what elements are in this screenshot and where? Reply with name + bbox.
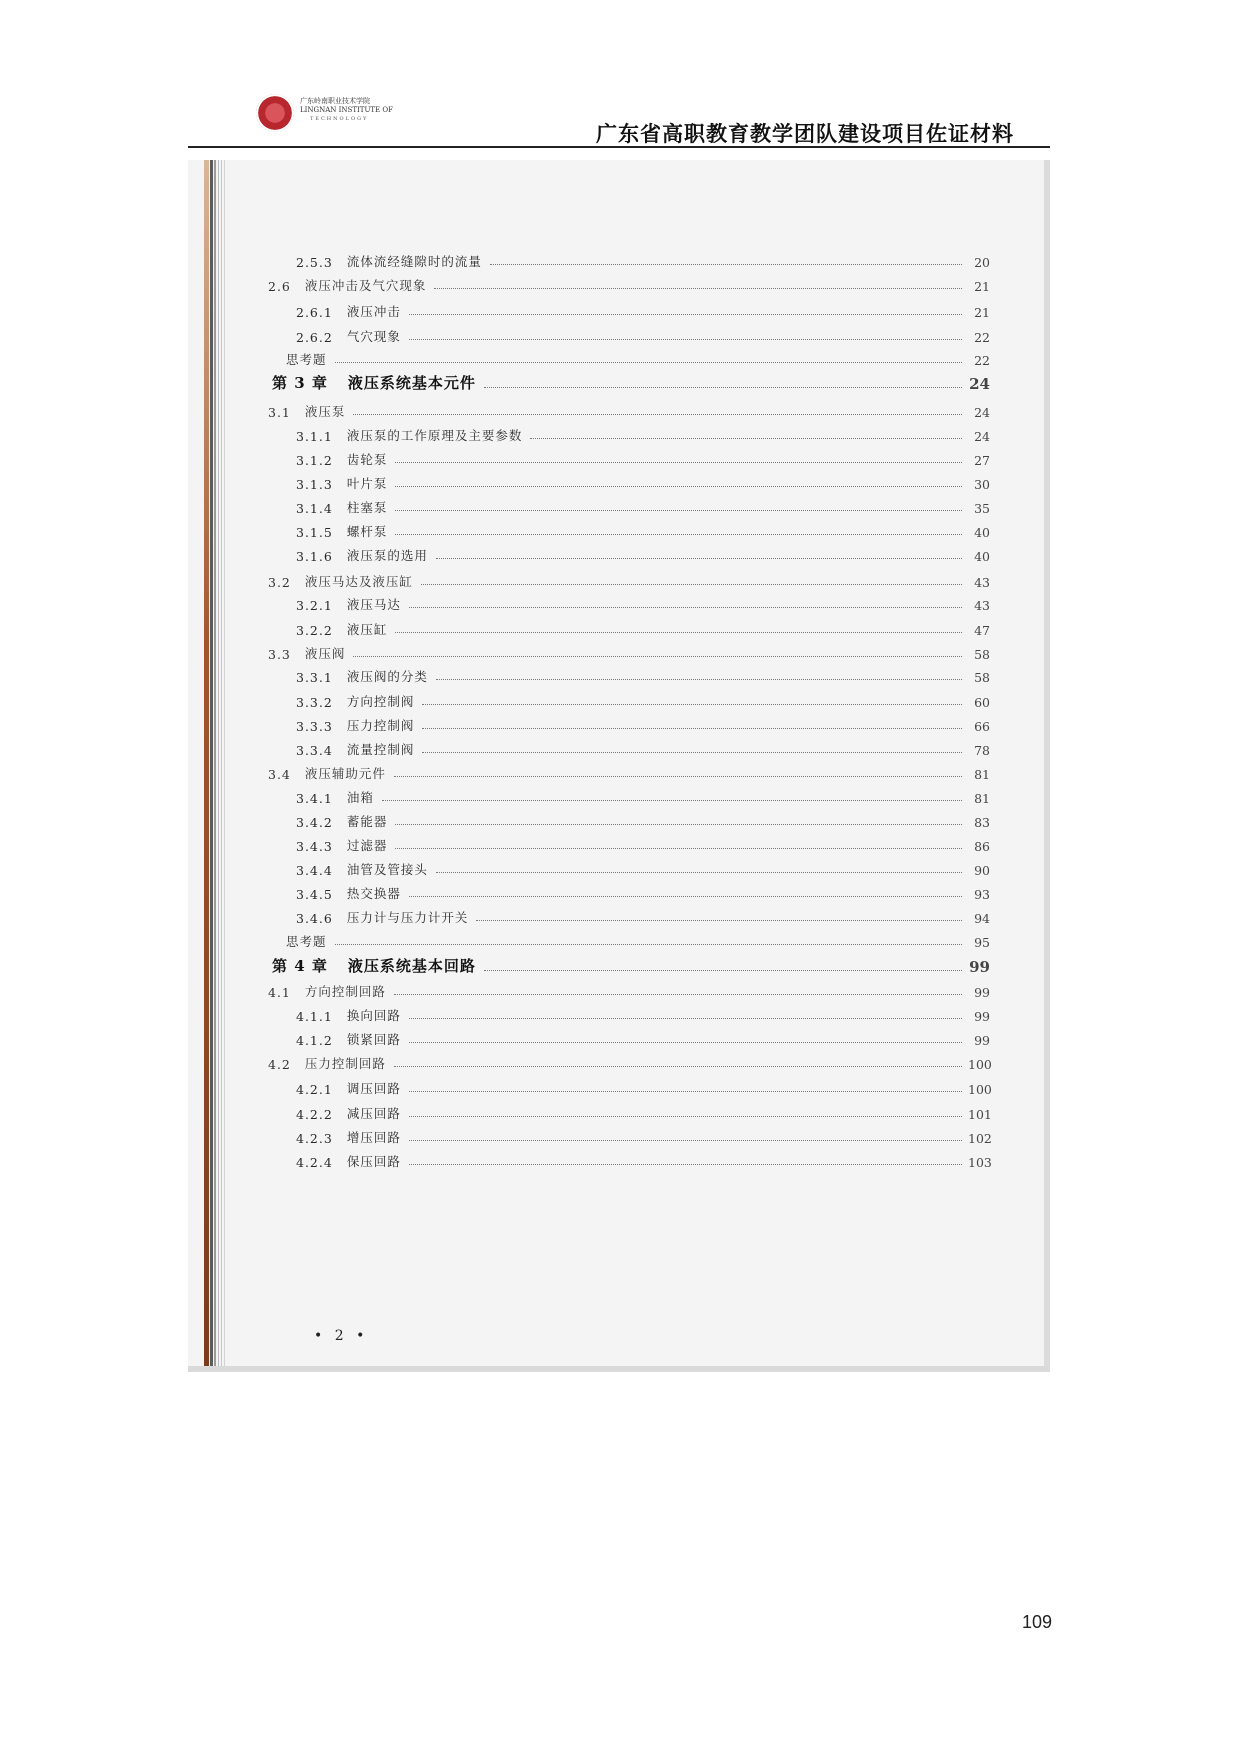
toc-entry-number: 4.2.2: [296, 1107, 333, 1122]
toc-entry-title: 液压阀的分类: [346, 669, 428, 684]
toc-entry-number: 3.1: [268, 405, 291, 420]
toc-entry-number: 3.4.3: [296, 839, 333, 854]
toc-leader-dots: [422, 727, 962, 729]
toc-entry: [296, 1100, 990, 1122]
toc-leader-dots: [421, 583, 962, 585]
scanned-page: [188, 160, 1050, 1372]
toc-entry: [296, 494, 990, 516]
toc-entry-title: 液压辅助元件: [304, 766, 386, 781]
toc-entry-page: 81: [974, 791, 990, 806]
toc-entry-page: 99: [969, 958, 990, 976]
toc-entry-page: 99: [974, 1009, 990, 1024]
toc-leader-dots: [394, 993, 962, 995]
toc-leader-dots: [436, 557, 962, 559]
toc-leader-dots: [395, 823, 962, 825]
toc-entry-title: 方向控制回路: [304, 984, 386, 999]
toc-leader-dots: [395, 485, 962, 487]
toc-entry: [296, 784, 990, 806]
toc-entry: [296, 470, 990, 492]
toc-entry: [296, 323, 990, 345]
toc-entry-title: 液压泵的选用: [346, 548, 428, 563]
toc-entry-title: 过滤器: [346, 838, 388, 853]
toc-entry-page: 83: [974, 815, 990, 830]
toc-entry-page: 100: [968, 1057, 992, 1072]
toc-entry-number: 4.2.1: [296, 1082, 333, 1097]
toc-entry-title: 液压缸: [346, 622, 388, 637]
toc-entry-number: 3.4.4: [296, 863, 333, 878]
toc-entry: [296, 880, 990, 902]
toc-entry-title: 思考题: [286, 352, 327, 367]
toc-entry-page: 24: [969, 375, 990, 393]
toc-leader-dots: [409, 1115, 962, 1117]
toc-entry: [296, 518, 990, 540]
toc-leader-dots: [353, 655, 962, 657]
toc-entry-page: 100: [968, 1082, 992, 1097]
toc-entry-page: 20: [974, 255, 990, 270]
toc-entry-title: 锁紧回路: [346, 1032, 401, 1047]
toc-entry: [286, 928, 990, 950]
toc-entry: [268, 398, 990, 420]
toc-entry-title: 流量控制阀: [346, 742, 415, 757]
toc-entry-title: 蓄能器: [346, 814, 388, 829]
toc-entry: [296, 856, 990, 878]
toc-entry-page: 21: [974, 279, 990, 294]
toc-leader-dots: [395, 847, 962, 849]
header-divider: [188, 146, 1050, 148]
toc-entry-page: 99: [974, 1033, 990, 1048]
toc-leader-dots: [484, 386, 962, 388]
toc-entry-number: 4.2: [268, 1057, 291, 1072]
toc-leader-dots: [394, 1065, 962, 1067]
toc-leader-dots: [409, 1017, 962, 1019]
toc-entry-page: 58: [974, 670, 990, 685]
toc-leader-dots: [409, 338, 962, 340]
toc-entry: [286, 346, 990, 368]
toc-entry-page: 30: [974, 477, 990, 492]
toc-entry-number: 3.3.4: [296, 743, 333, 758]
toc-entry-title: 减压回路: [346, 1106, 401, 1121]
institute-logo: [256, 94, 396, 136]
toc-entry-page: 102: [968, 1131, 992, 1146]
toc-leader-dots: [409, 313, 962, 315]
toc-entry-number: 3.4: [268, 767, 291, 782]
toc-entry-page: 43: [974, 598, 990, 613]
toc-entry-page: 24: [974, 405, 990, 420]
toc-entry: [296, 616, 990, 638]
toc-leader-dots: [409, 1139, 962, 1141]
toc-entry-title: 油箱: [346, 790, 374, 805]
toc-leader-dots: [394, 775, 962, 777]
toc-entry: [296, 688, 990, 710]
toc-entry: [296, 832, 990, 854]
toc-entry-number: 3.4.6: [296, 911, 333, 926]
toc-entry: [272, 371, 990, 393]
toc-leader-dots: [422, 703, 962, 705]
toc-entry-title: 油管及管接头: [346, 862, 428, 877]
toc-entry-number: 3.4.1: [296, 791, 333, 806]
toc-entry: [296, 1002, 990, 1024]
toc-entry-page: 35: [974, 501, 990, 516]
toc-leader-dots: [335, 361, 962, 363]
toc-entry-number: 3.1.2: [296, 453, 333, 468]
toc-entry-number: 4.2.3: [296, 1131, 333, 1146]
toc-entry-number: 3.2.2: [296, 623, 333, 638]
logo-name-en-2: TECHNOLOGY: [310, 116, 369, 122]
toc-entry-number: 2.6.2: [296, 330, 333, 345]
toc-entry: [296, 422, 990, 444]
toc-entry-title: 思考题: [286, 934, 327, 949]
toc-leader-dots: [436, 678, 962, 680]
toc-entry-number: 2.5.3: [296, 255, 333, 270]
toc-entry-title: 螺杆泵: [346, 524, 388, 539]
toc-entry-title: 液压阀: [304, 646, 346, 661]
toc-entry-title: 液压冲击及气穴现象: [304, 278, 427, 293]
toc-entry-number: 第 4 章: [272, 957, 328, 975]
toc-entry-page: 58: [974, 647, 990, 662]
toc-leader-dots: [436, 871, 962, 873]
toc-entry-number: 3.3.2: [296, 695, 333, 710]
toc-entry: [296, 808, 990, 830]
toc-entry-title: 液压马达: [346, 597, 401, 612]
toc-entry: [296, 248, 990, 270]
toc-leader-dots: [409, 895, 962, 897]
toc-leader-dots: [434, 287, 962, 289]
toc-entry-page: 40: [974, 525, 990, 540]
toc-entry: [268, 640, 990, 662]
toc-entry-title: 液压泵的工作原理及主要参数: [346, 428, 523, 443]
toc-entry-page: 24: [974, 429, 990, 444]
page-number: 109: [1022, 1612, 1053, 1632]
toc-entry-title: 柱塞泵: [346, 500, 388, 515]
toc-leader-dots: [395, 533, 962, 535]
toc-entry-page: 27: [974, 453, 990, 468]
toc-entry: [296, 1124, 990, 1146]
toc-entry: [268, 978, 990, 1000]
toc-leader-dots: [409, 1041, 962, 1043]
toc-entry: [296, 591, 990, 613]
toc-entry-page: 66: [974, 719, 990, 734]
toc-entry-page: 93: [974, 887, 990, 902]
institute-seal-icon: [256, 94, 294, 132]
document-header-title: 广东省高职教育教学团队建设项目佐证材料: [596, 122, 1014, 146]
toc-entry-title: 液压系统基本元件: [347, 374, 476, 392]
toc-entry: [268, 760, 990, 782]
toc-entry-number: 3.1.4: [296, 501, 333, 516]
toc-entry: [272, 954, 990, 976]
toc-entry-title: 压力控制回路: [304, 1056, 386, 1071]
toc-entry-number: 4.1: [268, 985, 291, 1000]
toc-leader-dots: [335, 943, 962, 945]
toc-entry-page: 22: [974, 330, 990, 345]
toc-leader-dots: [409, 606, 962, 608]
toc-entry: [296, 298, 990, 320]
toc-entry: [296, 904, 990, 926]
toc-entry-number: 3.3: [268, 647, 291, 662]
toc-entry-page: 99: [974, 985, 990, 1000]
toc-leader-dots: [409, 1163, 962, 1165]
toc-entry-page: 22: [974, 353, 990, 368]
toc-entry-number: 3.1.3: [296, 477, 333, 492]
toc-leader-dots: [353, 413, 962, 415]
toc-entry: [296, 446, 990, 468]
toc-entry-number: 4.1.2: [296, 1033, 333, 1048]
toc-entry-title: 流体流经缝隙时的流量: [346, 254, 482, 269]
toc-entry-title: 齿轮泵: [346, 452, 388, 467]
toc-entry-number: 4.2.4: [296, 1155, 333, 1170]
toc-entry-title: 液压冲击: [346, 304, 401, 319]
toc-leader-dots: [530, 437, 962, 439]
toc-entry-title: 叶片泵: [346, 476, 388, 491]
toc-entry: [296, 1148, 990, 1170]
toc-entry-title: 压力计与压力计开关: [346, 910, 469, 925]
toc-leader-dots: [490, 263, 962, 265]
toc-entry-number: 3.1.6: [296, 549, 333, 564]
toc-entry-page: 40: [974, 549, 990, 564]
toc-entry-page: 90: [974, 863, 990, 878]
logo-name-cn: 广东岭南职业技术学院: [300, 97, 370, 105]
toc-entry-page: 103: [968, 1155, 992, 1170]
toc-entry: [296, 1075, 990, 1097]
toc-entry: [296, 542, 990, 564]
toc-leader-dots: [476, 919, 962, 921]
toc-entry-number: 3.4.5: [296, 887, 333, 902]
toc-entry: [268, 568, 990, 590]
toc-leader-dots: [422, 751, 962, 753]
toc-leader-dots: [409, 1090, 962, 1092]
toc-entry: [296, 1026, 990, 1048]
toc-entry-number: 2.6: [268, 279, 291, 294]
toc-entry-number: 3.2.1: [296, 598, 333, 613]
toc-entry-title: 热交换器: [346, 886, 401, 901]
toc-entry-page: 86: [974, 839, 990, 854]
toc-entry-title: 方向控制阀: [346, 694, 415, 709]
toc-entry: [268, 272, 990, 294]
toc-entry-number: 3.1.5: [296, 525, 333, 540]
toc-entry-title: 增压回路: [346, 1130, 401, 1145]
toc-entry-number: 2.6.1: [296, 305, 333, 320]
toc-entry-page: 60: [974, 695, 990, 710]
toc-entry-title: 调压回路: [346, 1081, 401, 1096]
toc-entry-title: 换向回路: [346, 1008, 401, 1023]
toc-entry-number: 3.3.1: [296, 670, 333, 685]
toc-entry-title: 气穴现象: [346, 329, 401, 344]
toc-entry-title: 保压回路: [346, 1154, 401, 1169]
toc-entry-number: 3.2: [268, 575, 291, 590]
toc-entry-page: 21: [974, 305, 990, 320]
toc-entry-number: 4.1.1: [296, 1009, 333, 1024]
toc-entry-page: 94: [974, 911, 990, 926]
toc-entry: [296, 663, 990, 685]
toc-leader-dots: [395, 631, 962, 633]
toc-entry-title: 液压系统基本回路: [347, 957, 476, 975]
toc-entry-title: 液压泵: [304, 404, 346, 419]
toc-entry-title: 液压马达及液压缸: [304, 574, 413, 589]
toc-entry-number: 3.4.2: [296, 815, 333, 830]
toc-entry-page: 101: [968, 1107, 992, 1122]
scan-page-marker: • 2 •: [314, 1328, 369, 1344]
toc-entry-page: 78: [974, 743, 990, 758]
toc-leader-dots: [395, 509, 962, 511]
toc-leader-dots: [395, 461, 962, 463]
toc-entry-number: 3.1.1: [296, 429, 333, 444]
toc-leader-dots: [382, 799, 962, 801]
table-of-contents: [188, 160, 1050, 1372]
toc-entry-title: 压力控制阀: [346, 718, 415, 733]
toc-entry-page: 43: [974, 575, 990, 590]
logo-name-en: LINGNAN INSTITUTE OF: [300, 106, 393, 114]
toc-entry-page: 81: [974, 767, 990, 782]
toc-entry-page: 47: [974, 623, 990, 638]
toc-entry: [296, 712, 990, 734]
toc-leader-dots: [484, 969, 962, 971]
toc-entry-page: 95: [974, 935, 990, 950]
toc-entry-number: 3.3.3: [296, 719, 333, 734]
toc-entry: [296, 736, 990, 758]
toc-entry: [268, 1050, 990, 1072]
toc-entry-number: 第 3 章: [272, 374, 328, 392]
